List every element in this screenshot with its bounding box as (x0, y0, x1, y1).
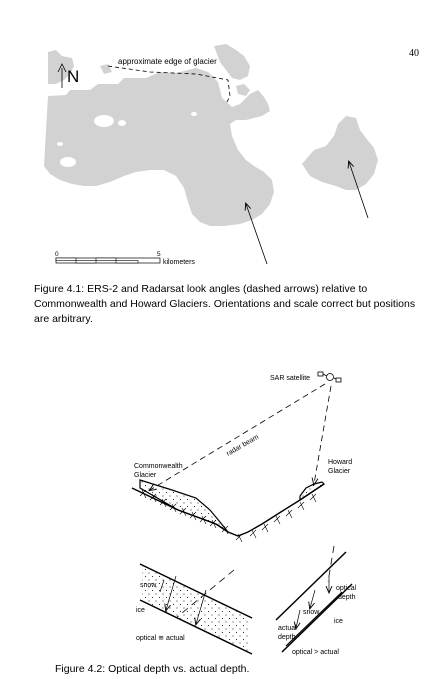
commonwealth-label: Commonwealth (134, 463, 183, 470)
howard-glacier-shape (302, 116, 378, 190)
radar-beam-to-commonwealth (150, 384, 325, 490)
right-actual-label-2: depth (278, 634, 296, 641)
page-number: 40 (409, 48, 419, 59)
glacier-edge-label: approximate edge of glacier (118, 57, 217, 66)
figure-4-2-caption: Figure 4.2: Optical depth vs. actual depth. (55, 663, 250, 675)
north-label: N (67, 67, 80, 86)
left-snow-label: snow (140, 582, 157, 589)
glacier-top-right (214, 44, 250, 80)
left-ice-label: ice (136, 607, 145, 614)
nunatak (57, 142, 63, 146)
scale-bar (56, 258, 160, 263)
figure-4-1-caption: Figure 4.1: ERS-2 and Radarsat look angles (dashed arrows) relative to Commonwealth and Howard Glaciers. Orientations and scale correct but positions are arbitrary. (34, 283, 416, 325)
figure-4-1-map (0, 0, 448, 282)
satellite-icon (318, 372, 341, 382)
right-actual-label: actual (278, 625, 297, 632)
scale-five-label: 5 (157, 251, 161, 258)
glacier-fragment (100, 64, 112, 74)
right-ice-label: ice (334, 618, 343, 625)
sar-satellite-label: SAR satellite (270, 375, 311, 382)
radar-beam-label: radar beam (225, 433, 261, 458)
howard-label-2: Glacier (328, 468, 351, 475)
right-optical-label-2: depth (338, 594, 356, 601)
right-optical-label: optical (336, 585, 357, 592)
nunatak (118, 120, 126, 126)
right-snow-label: snow (303, 609, 320, 616)
howard-snowpack (300, 482, 324, 500)
nunatak (60, 157, 76, 167)
scale-unit-label: kilometers (163, 259, 195, 266)
figure-4-2-diagram (0, 340, 448, 660)
howard-label: Howard (328, 459, 353, 466)
glacier-fragment (236, 84, 250, 96)
nunatak (94, 115, 114, 127)
scale-zero-label: 0 (55, 251, 59, 258)
right-relation-label: optical > actual (292, 649, 339, 656)
nunatak (191, 112, 197, 116)
commonwealth-label-2: Glacier (134, 472, 157, 479)
left-relation-label: optical ≅ actual (136, 635, 185, 642)
